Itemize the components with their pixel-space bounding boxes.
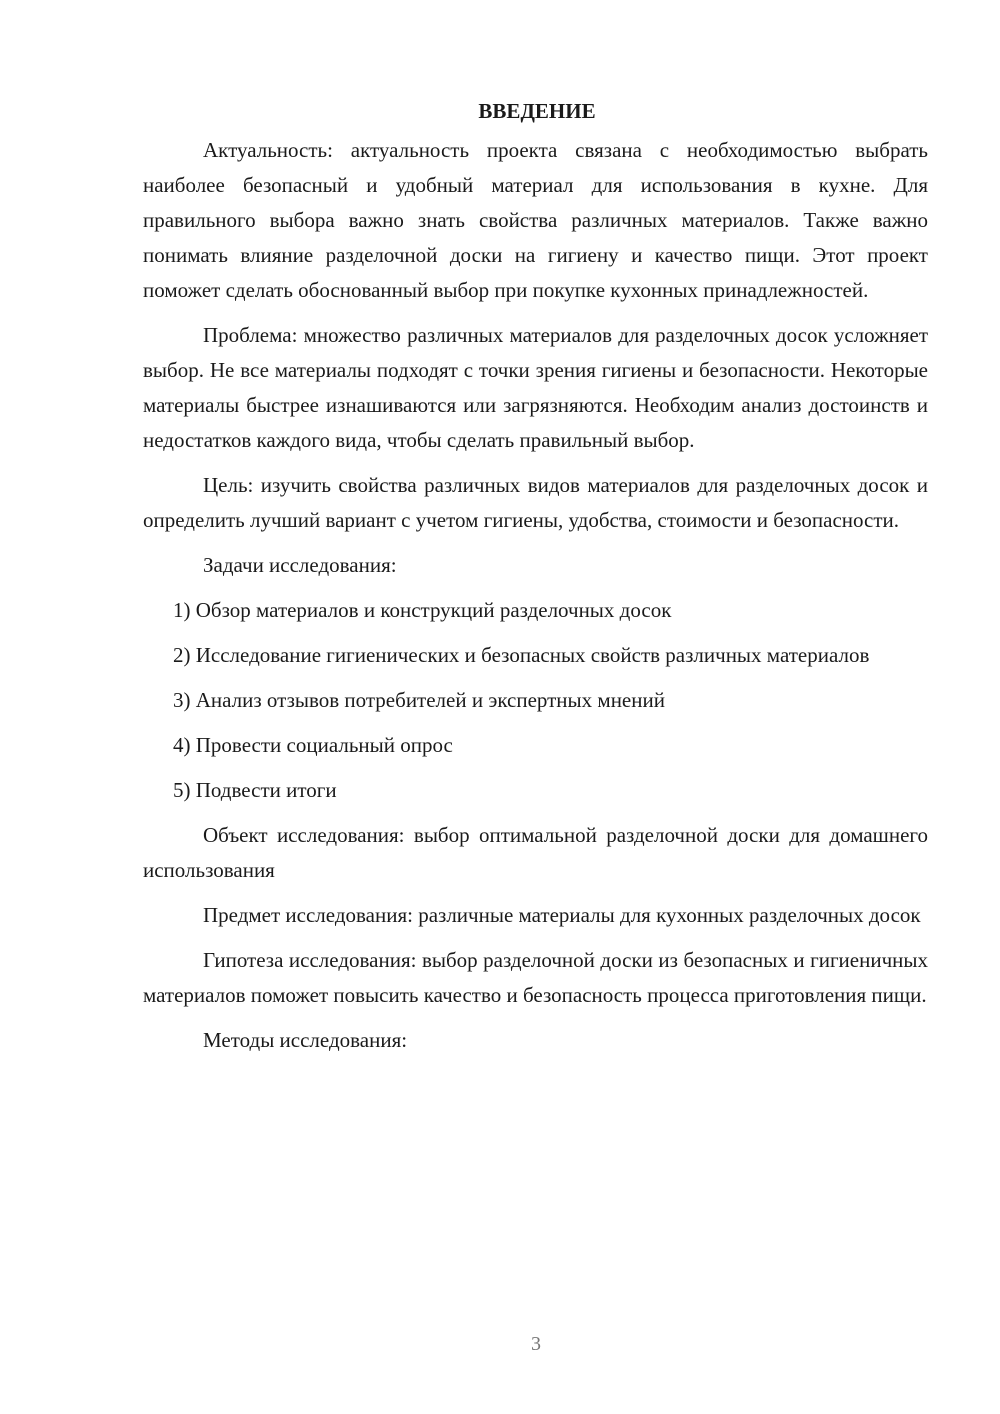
document-page xyxy=(143,96,928,1068)
task-item: 3) Анализ отзывов потребителей и экспертных мнений xyxy=(173,688,665,712)
goal-paragraph: Цель: изучить свойства различных видов материалов для разделочных досок и определить лучший вариант с учетом гигиены, удобства, стоимости и безопасности. xyxy=(143,473,928,532)
task-item: 1) Обзор материалов и конструкций разделочных досок xyxy=(173,598,672,622)
object-paragraph: Объект исследования: выбор оптимальной разделочной доски для домашнего использования xyxy=(143,823,928,882)
tasks-heading: Задачи исследования: xyxy=(203,553,397,577)
task-item: 4) Провести социальный опрос xyxy=(173,733,453,757)
page-number: 3 xyxy=(531,1333,541,1355)
task-item: 2) Исследование гигиенических и безопасных свойств различных материалов xyxy=(173,643,870,667)
methods-heading: Методы исследования: xyxy=(203,1028,408,1052)
subject-paragraph: Предмет исследования: различные материалы для кухонных разделочных досок xyxy=(203,903,921,927)
hypothesis-paragraph: Гипотеза исследования: выбор разделочной доски из безопасных и гигиеничных материалов поможет повысить качество и безопасность процесса приготовления пищи. xyxy=(143,948,928,1007)
task-item: 5) Подвести итоги xyxy=(173,778,337,802)
problem-paragraph: Проблема: множество различных материалов для разделочных досок усложняет выбор. Не все материалы подходят с точки зрения гигиены и безопасности. Некоторые материалы быстрее изнашиваются или загрязняются. Необходим анализ достоинств и недостатков каждого вида, чтобы сделать правильный выбор. xyxy=(143,323,928,452)
relevance-paragraph: Актуальность: актуальность проекта связана с необходимостью выбрать наиболее безопасный и удобный материал для использования в кухне. Для правильного выбора важно знать свойства различных материалов. Также важно понимать влияние разделочной доски на гигиену и качество пищи. Этот проект поможет сделать обоснованный выбор при покупке кухонных принадлежностей. xyxy=(143,138,928,302)
section-title: ВВЕДЕНИЕ xyxy=(478,99,596,123)
